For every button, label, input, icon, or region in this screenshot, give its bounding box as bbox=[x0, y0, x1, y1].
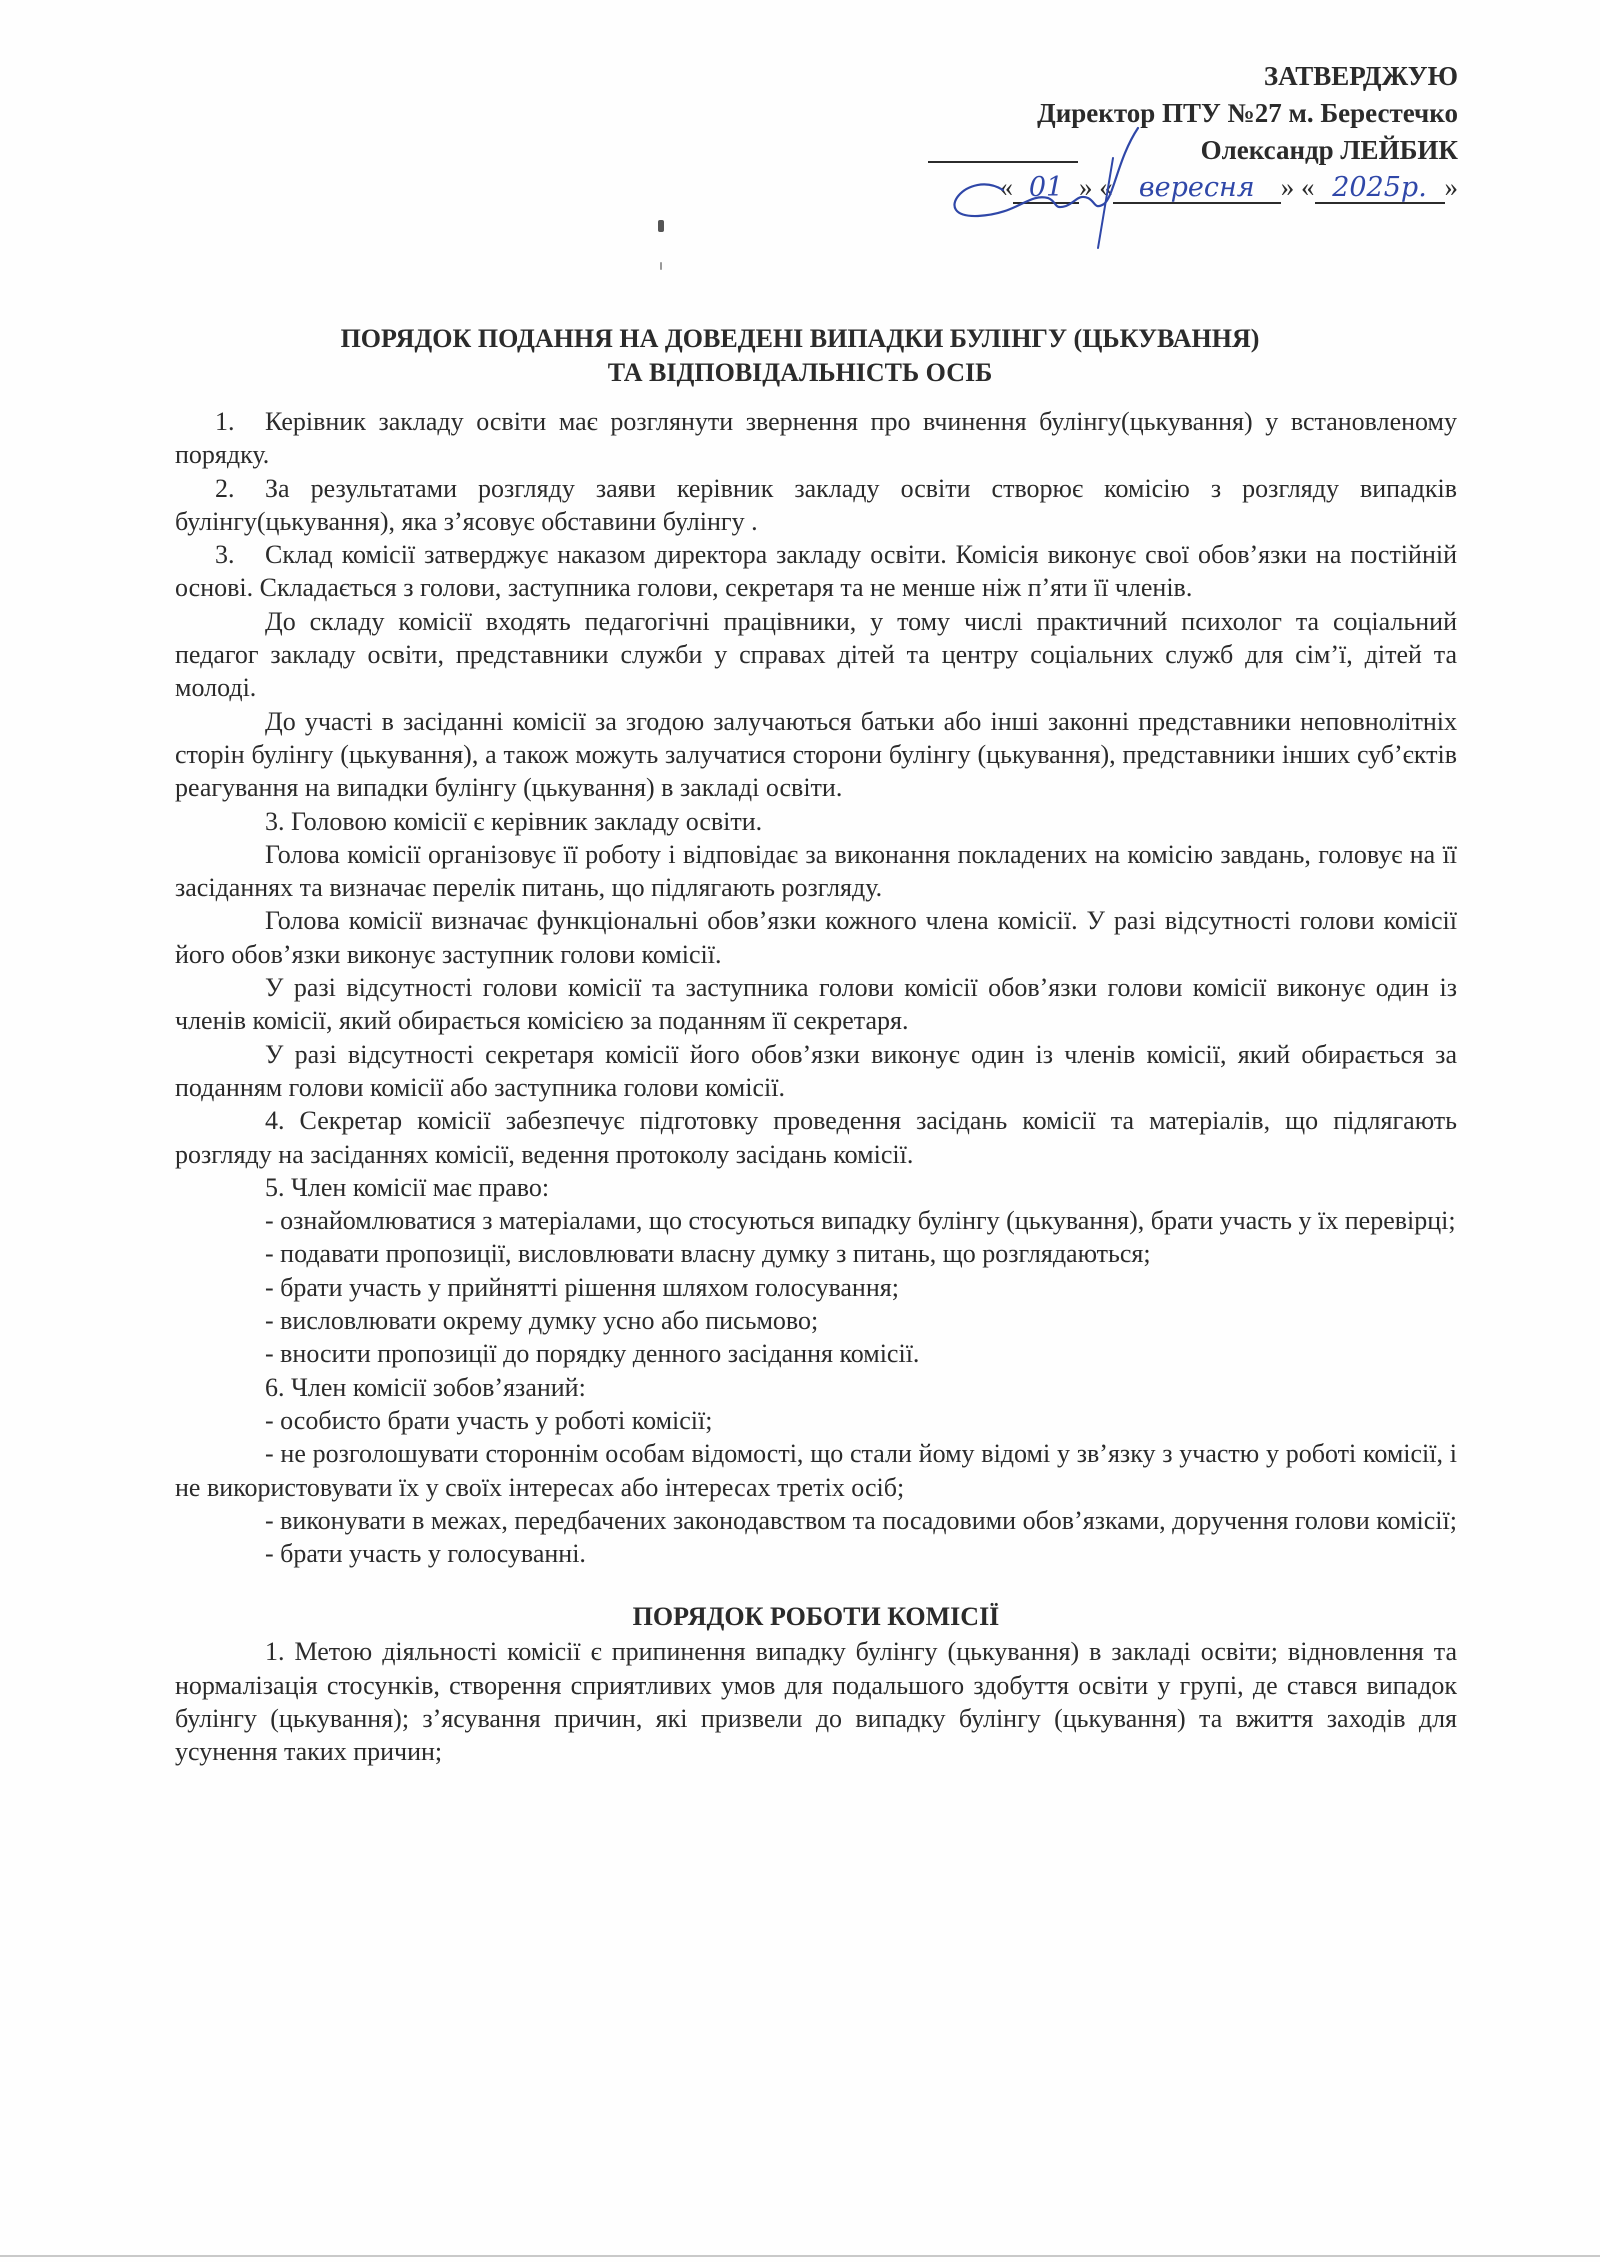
paragraph: 5. Член комісії має право: bbox=[265, 1172, 550, 1202]
list-item: - не розголошувати стороннім особам відомості, що стали йому відомі у зв’язку з участю у роботі комісії, і не використовувати їх у своїх інтересах або інтересах третіх осіб; bbox=[175, 1439, 1457, 1502]
title-line-1: ПОРЯДОК ПОДАННЯ НА ДОВЕДЕНІ ВИПАДКИ БУЛІНГУ (ЦЬКУВАННЯ) bbox=[340, 324, 1260, 353]
paragraph: До участі в засіданні комісії за згодою залучаються батьки або інші законні представники неповнолітніх сторін булінгу (цькування), а також можуть залучатися сторони булінгу (цькування), представники інших суб’єктів реагування на випадки булінгу (цькування) в закладі освіти. bbox=[175, 706, 1457, 803]
item-text: За результатами розгляду заяви керівник закладу освіти створює комісію з розгляду випадків булінгу(цькування), яка з’ясовує обставини булінгу . bbox=[175, 473, 1457, 536]
date-year: 2025р. bbox=[1315, 174, 1445, 204]
approval-name: Олександр ЛЕЙБИК bbox=[1200, 135, 1458, 165]
date-day: 01 bbox=[1013, 174, 1079, 204]
item-number: 2. bbox=[215, 473, 235, 503]
paragraph: Голова комісії визначає функціональні обов’язки кожного члена комісії. У разі відсутності голови комісії його обов’язки виконує заступник голови комісії. bbox=[175, 906, 1457, 969]
list-item: - виконувати в межах, передбачених законодавством та посадовими обов’язками, доручення голови комісії; bbox=[265, 1505, 1457, 1535]
list-item: - вносити пропозиції до порядку денного засідання комісії. bbox=[265, 1339, 920, 1369]
scan-speck bbox=[658, 220, 664, 232]
approval-date bbox=[838, 169, 1458, 206]
approval-position: Директор ПТУ №27 м. Берестечко bbox=[1037, 98, 1458, 128]
numbered-item bbox=[175, 538, 1457, 605]
approval-heading: ЗАТВЕРДЖУЮ bbox=[1263, 61, 1458, 91]
list-item: - подавати пропозиції, висловлювати власну думку з питань, що розглядаються; bbox=[265, 1239, 1151, 1269]
paragraph: 1. Метою діяльності комісії є припинення випадку булінгу (цькування) в закладі освіти; відновлення та нормалізація стосунків, створення сприятливих умов для подальшого здобуття освіти у групі, де стався випадок булінгу (цькування); з’ясування причин, які призвели до випадку булінгу (цькування) та вжиття заходів для усунення таких причин; bbox=[175, 1637, 1457, 1767]
paragraph: У разі відсутності голови комісії та заступника голови комісії обов’язки голови комісії виконує один із членів комісії, який обирається комісією за поданням її секретаря. bbox=[175, 973, 1457, 1036]
quote-open: « bbox=[1099, 172, 1113, 202]
list-item: - брати участь у голосуванні. bbox=[265, 1539, 586, 1569]
paragraph: У разі відсутності секретаря комісії його обов’язки виконує один із членів комісії, який обирається за поданням голови комісії або заступника голови комісії. bbox=[175, 1039, 1457, 1102]
scan-speck bbox=[660, 262, 662, 270]
quote-open: « bbox=[999, 172, 1013, 202]
numbered-item bbox=[175, 405, 1457, 472]
paragraph: Голова комісії організовує її роботу і відповідає за виконання покладених на комісію завдань, головує на її засіданнях та визначає перелік питань, що підлягають розгляду. bbox=[175, 839, 1457, 903]
quote-close: » bbox=[1280, 172, 1295, 202]
title-line-2: ТА ВІДПОВІДАЛЬНІСТЬ ОСІБ bbox=[607, 358, 993, 387]
numbered-item bbox=[175, 472, 1457, 539]
paragraph: 4. Секретар комісії забезпечує підготовку проведення засідань комісії та матеріалів, що підлягають розгляду на засіданнях комісії, ведення протоколу засідань комісії. bbox=[175, 1106, 1457, 1169]
paragraph: 3. Головою комісії є керівник закладу освіти. bbox=[265, 806, 763, 836]
signature-line bbox=[928, 161, 1078, 163]
list-item: - висловлювати окрему думку усно або письмово; bbox=[265, 1306, 819, 1336]
document-body bbox=[175, 405, 1457, 1769]
item-text: Склад комісії затверджує наказом директора закладу освіти. Комісія виконує свої обов’язки на постійній основі. Складається з голови, заступника голови, секретаря та не менше ніж п’яти її членів. bbox=[175, 540, 1457, 603]
item-number: 3. bbox=[215, 540, 235, 570]
item-text: Керівник закладу освіти має розглянути звернення про вчинення булінгу(цькування) у встановленому порядку. bbox=[175, 407, 1457, 470]
document-title bbox=[150, 322, 1450, 390]
quote-open: « bbox=[1301, 172, 1315, 202]
date-month: вересня bbox=[1113, 174, 1281, 204]
list-item: - особисто брати участь у роботі комісії; bbox=[265, 1405, 713, 1435]
paragraph: 6. Член комісії зобов’язаний: bbox=[265, 1372, 586, 1402]
quote-close: » bbox=[1444, 172, 1458, 202]
page-bottom-edge bbox=[0, 2255, 1600, 2257]
section-title: ПОРЯДОК РОБОТИ КОМІСІЇ bbox=[632, 1602, 1000, 1632]
paragraph: До складу комісії входять педагогічні працівники, у тому числі практичний психолог та соціальний педагог закладу освіти, представники служби у справах дітей та центру соціальних служб для сім’ї, дітей та молоді. bbox=[175, 606, 1457, 703]
quote-close: » bbox=[1079, 172, 1093, 202]
approval-block bbox=[838, 58, 1458, 206]
list-item: - брати участь у прийнятті рішення шляхом голосування; bbox=[265, 1272, 899, 1302]
item-number: 1. bbox=[215, 407, 235, 436]
list-item: - ознайомлюватися з матеріалами, що стосуються випадку булінгу (цькування), брати участь у їх перевірці; bbox=[265, 1206, 1456, 1236]
